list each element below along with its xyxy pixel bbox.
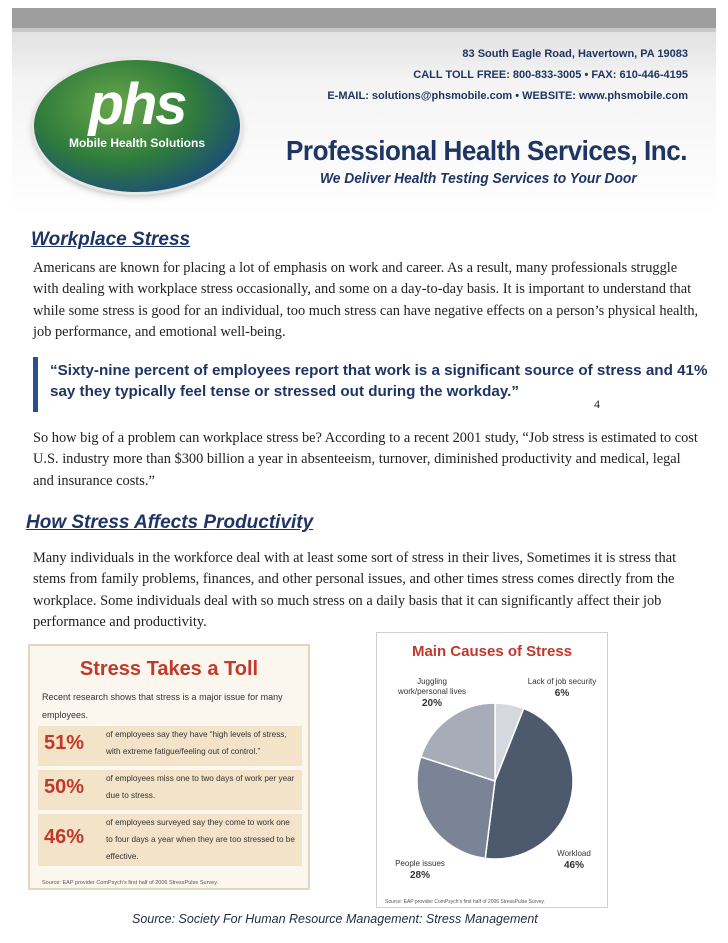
chart-title: Main Causes of Stress <box>411 643 573 660</box>
pct-workload: 46% <box>563 860 584 871</box>
footnote-ref: 4 <box>594 397 600 411</box>
footer-source: Source: Society For Human Resource Management: Stress Management <box>132 912 538 926</box>
label-juggling-line1: Juggling <box>417 677 447 686</box>
main-causes-chart <box>376 632 608 908</box>
label-juggling-line2: work/personal lives <box>397 687 467 696</box>
stat-percent: 46% <box>44 826 85 848</box>
stat-percent: 50% <box>44 776 85 798</box>
stat-text: of employees miss one to two days of work per year due to stress. <box>106 774 295 800</box>
company-name: Professional Health Services, Inc. <box>286 135 688 166</box>
label-job-security-text: Lack of job security <box>527 677 597 686</box>
quote-bar <box>33 357 38 412</box>
letterhead <box>12 8 716 218</box>
label-workload <box>549 849 599 871</box>
pull-quote: “Sixty-nine percent of employees report that work is a significant source of stress and 41% say they typically feel tense or stressed out during the workday.” <box>50 362 708 400</box>
label-workload-text: Workload <box>557 849 591 858</box>
stat-text: of employees surveyed say they come to work one to four days a year when they are too stressed to be effective. <box>106 818 295 861</box>
heading-productivity: How Stress Affects Productivity <box>26 512 314 533</box>
paragraph-cost: So how big of a problem can workplace stress be? According to a recent 2001 study, “Job stress is estimated to cost U.S. industry more than $300 billion a year in absenteeism, turnover, diminished productivity and medical, legal and insurance costs.” <box>33 430 698 489</box>
header-bar <box>12 8 716 28</box>
heading-workplace-stress: Workplace Stress <box>31 229 191 250</box>
contact-block <box>327 44 688 107</box>
paragraph-intro: Americans are known for placing a lot of emphasis on work and career. As a result, many professionals struggle with dealing with workplace stress occasionally, and some on a day-to-day basis. It is important to understand that while some stress is good for an individual, too much stress can have negative effects on a person’s physical health, job performance, and emotional well-being. <box>33 260 699 340</box>
stress-toll-infographic <box>28 644 310 890</box>
email-website: E-MAIL: solutions@phsmobile.com • WEBSITE: www.phsmobile.com <box>327 90 688 102</box>
label-people-text: People issues <box>395 859 445 868</box>
pct-juggling: 20% <box>421 698 442 709</box>
phs-logo <box>34 60 240 192</box>
stat-row <box>38 726 302 766</box>
phone-fax: CALL TOLL FREE: 800-833-3005 • FAX: 610-446-4195 <box>413 69 688 81</box>
logo-text: phs <box>88 72 186 137</box>
address: 83 South Eagle Road, Havertown, PA 19083 <box>462 48 688 60</box>
chart-source: Source: EAP provider ComPsych’s first half of 2006 StressPulse Survey. <box>385 899 546 905</box>
label-people-issues <box>385 859 455 881</box>
stat-text: of employees say they have “high levels of stress, with extreme fatigue/feeling out of control.” <box>106 730 287 756</box>
tagline: We Deliver Health Testing Services to Your Door <box>320 170 637 187</box>
label-juggling <box>391 677 473 709</box>
toll-intro: Recent research shows that stress is a major issue for many employees. <box>42 692 283 720</box>
stat-row <box>38 770 302 810</box>
toll-title: Stress Takes a Toll <box>79 658 259 680</box>
pct-job-security: 6% <box>554 688 570 699</box>
stat-percent: 51% <box>44 732 85 754</box>
pct-people: 28% <box>409 870 430 881</box>
label-job-security <box>523 677 601 699</box>
paragraph-productivity: Many individuals in the workforce deal with at least some sort of stress in their lives, Sometimes it is stress that stems from family problems, finances, and other personal issues, and other times stress comes directly from the workplace. Some individuals deal with so much stress on a daily basis that it can significantly affect their job performance and productivity. <box>33 550 677 630</box>
toll-source: Source: EAP provider ComPsych’s first half of 2006 StressPulse Survey. <box>42 880 219 886</box>
logo-subtitle: Mobile Health Solutions <box>68 136 205 150</box>
stat-row <box>38 814 302 866</box>
